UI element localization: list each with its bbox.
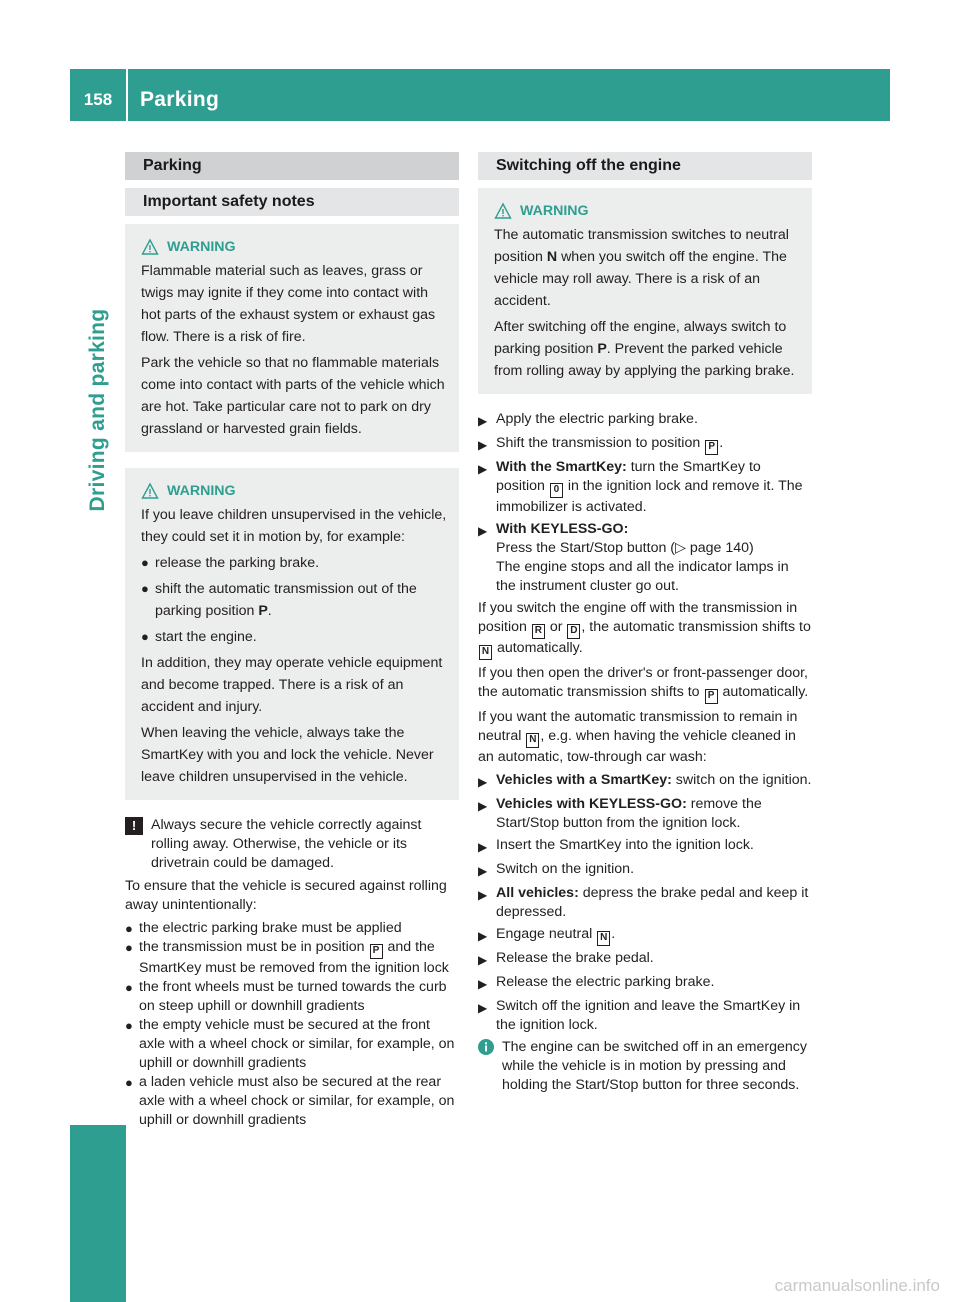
list-item: ● the empty vehicle must be secured at the front axle with a wheel chock or similar, for example, on uphill or downhill gradients — [125, 1017, 455, 1071]
page-number: 158 — [83, 90, 113, 109]
arrow-icon: ▶ — [478, 1001, 488, 1015]
header-divider — [126, 69, 128, 121]
step-item: ▶ Release the brake pedal. — [478, 949, 812, 970]
warning-text: Park the vehicle so that no flammable materials come into contact with parts of the vehicle which are hot. Take particular care not to park on dry grassland or harvested grain fields. — [141, 355, 445, 437]
step-item: ▶ Vehicles with KEYLESS-GO: remove the Start/Stop button from the ignition lock. — [478, 796, 762, 831]
step-item: ▶ Release the electric parking brake. — [478, 973, 812, 994]
warning-heading — [494, 200, 802, 222]
caution-note: ! Always secure the vehicle correctly against rolling away. Otherwise, the vehicle or its drivetrain could be damaged. — [125, 816, 459, 873]
step-item: ▶ Apply the electric parking brake. — [478, 410, 812, 431]
step-item: ▶ With KEYLESS-GO: Press the Start/Stop button (▷ page 140) The engine stops and all the indicator lamps in the instrument cluster go out. — [478, 521, 789, 594]
arrow-icon: ▶ — [478, 977, 488, 991]
header-title: Parking — [140, 88, 220, 111]
list-item: ● the electric parking brake must be applied — [125, 920, 402, 936]
right-column — [478, 152, 812, 1095]
step-item: ▶ Switch off the ignition and leave the SmartKey in the ignition lock. — [478, 998, 801, 1033]
step-item: ▶ Vehicles with a SmartKey: switch on the ignition. — [478, 771, 812, 792]
list-item: ● the front wheels must be turned towards the curb on steep uphill or downhill gradients — [125, 979, 447, 1014]
warning-text: If you leave children unsupervised in the vehicle, they could set it in motion by, for example: — [141, 507, 447, 545]
body-text: If you switch the engine off with the transmission in position R or D , the automatic transmission shifts to N automatically. — [478, 599, 812, 660]
list-item: ● start the engine. — [141, 629, 257, 645]
arrow-icon: ▶ — [478, 438, 488, 452]
warning-text: The automatic transmission switches to neutral position N when you switch off the engine. The vehicle may roll away. There is a risk of an accident. — [494, 227, 789, 309]
warning-text: Flammable material such as leaves, grass or twigs may ignite if they come into contact with hot parts of the exhaust system or exhaust gas flow. There is a risk of fire. — [141, 263, 436, 345]
warning-heading — [141, 480, 449, 502]
arrow-icon: ▶ — [478, 953, 488, 967]
section-title: Switching off the engine — [478, 152, 812, 180]
step-item: ▶ Switch on the ignition. — [478, 860, 812, 881]
warning-text: When leaving the vehicle, always take the SmartKey with you and lock the vehicle. Never leave children unsupervised in the vehicle. — [141, 725, 434, 785]
list-item: ● shift the automatic transmission out of the parking position P. — [141, 581, 417, 619]
step-item: ▶ All vehicles: depress the brake pedal and keep it depressed. — [478, 885, 809, 920]
warning-box-rolling — [478, 188, 812, 394]
arrow-icon: ▶ — [478, 462, 488, 476]
warning-label: WARNING — [167, 239, 236, 255]
body-text: To ensure that the vehicle is secured against rolling away unintentionally: — [125, 878, 447, 913]
watermark: carmanualsonline.info — [774, 1276, 940, 1295]
arrow-icon: ▶ — [478, 775, 488, 789]
warning-box-children — [125, 468, 459, 800]
arrow-icon: ▶ — [478, 840, 488, 854]
step-item: ▶ Shift the transmission to position P . — [478, 434, 812, 455]
side-tab-block — [70, 1125, 126, 1302]
section-title: Parking — [125, 152, 459, 180]
side-tab-label: Driving and parking — [86, 308, 109, 512]
arrow-icon: ▶ — [478, 524, 488, 538]
warning-triangle-icon — [494, 202, 512, 220]
warning-triangle-icon — [141, 238, 159, 256]
left-body — [125, 816, 459, 1130]
arrow-icon: ▶ — [478, 888, 488, 902]
list-item: ● a laden vehicle must also be secured at the rear axle with a wheel chock or similar, for example, on uphill or downhill gradients — [125, 1074, 455, 1128]
info-note: The engine can be switched off in an emergency while the vehicle is in motion by pressing and holding the Start/Stop button for three seconds. — [478, 1038, 812, 1095]
warning-text: After switching off the engine, always switch to parking position P. Prevent the parked vehicle from rolling away by applying the parking brake. — [494, 319, 795, 379]
arrow-icon: ▶ — [478, 864, 488, 878]
list-item: ● release the parking brake. — [141, 555, 320, 571]
warning-text: In addition, they may operate vehicle equipment and become trapped. There is a risk of an accident and injury. — [141, 655, 443, 715]
body-text: If you then open the driver's or front-passenger door, the automatic transmission shifts to P automatically. — [478, 664, 812, 704]
info-icon — [478, 1039, 494, 1055]
left-column — [125, 152, 459, 1130]
step-item: ▶ Insert the SmartKey into the ignition lock. — [478, 836, 812, 857]
arrow-icon: ▶ — [478, 929, 488, 943]
subsection-title: Important safety notes — [125, 188, 459, 216]
warning-box-fire — [125, 224, 459, 452]
right-body — [478, 410, 812, 1095]
warning-label: WARNING — [167, 483, 236, 499]
step-item: ▶ With the SmartKey: turn the SmartKey to position 0 in the ignition lock and remove it. The immobilizer is activated. — [478, 459, 803, 515]
arrow-icon: ▶ — [478, 414, 488, 428]
step-item: ▶ Engage neutral N . — [478, 925, 812, 946]
warning-label: WARNING — [520, 203, 589, 219]
body-text: If you want the automatic transmission to remain in neutral N , e.g. when having the vehicle cleaned in an automatic, tow-through car wash: — [478, 709, 798, 765]
list-item: ● the transmission must be in position P and the SmartKey must be removed from the ignition lock — [125, 939, 449, 976]
arrow-icon: ▶ — [478, 799, 488, 813]
warning-triangle-icon — [141, 482, 159, 500]
warning-heading — [141, 236, 449, 258]
exclamation-icon: ! — [125, 817, 143, 835]
